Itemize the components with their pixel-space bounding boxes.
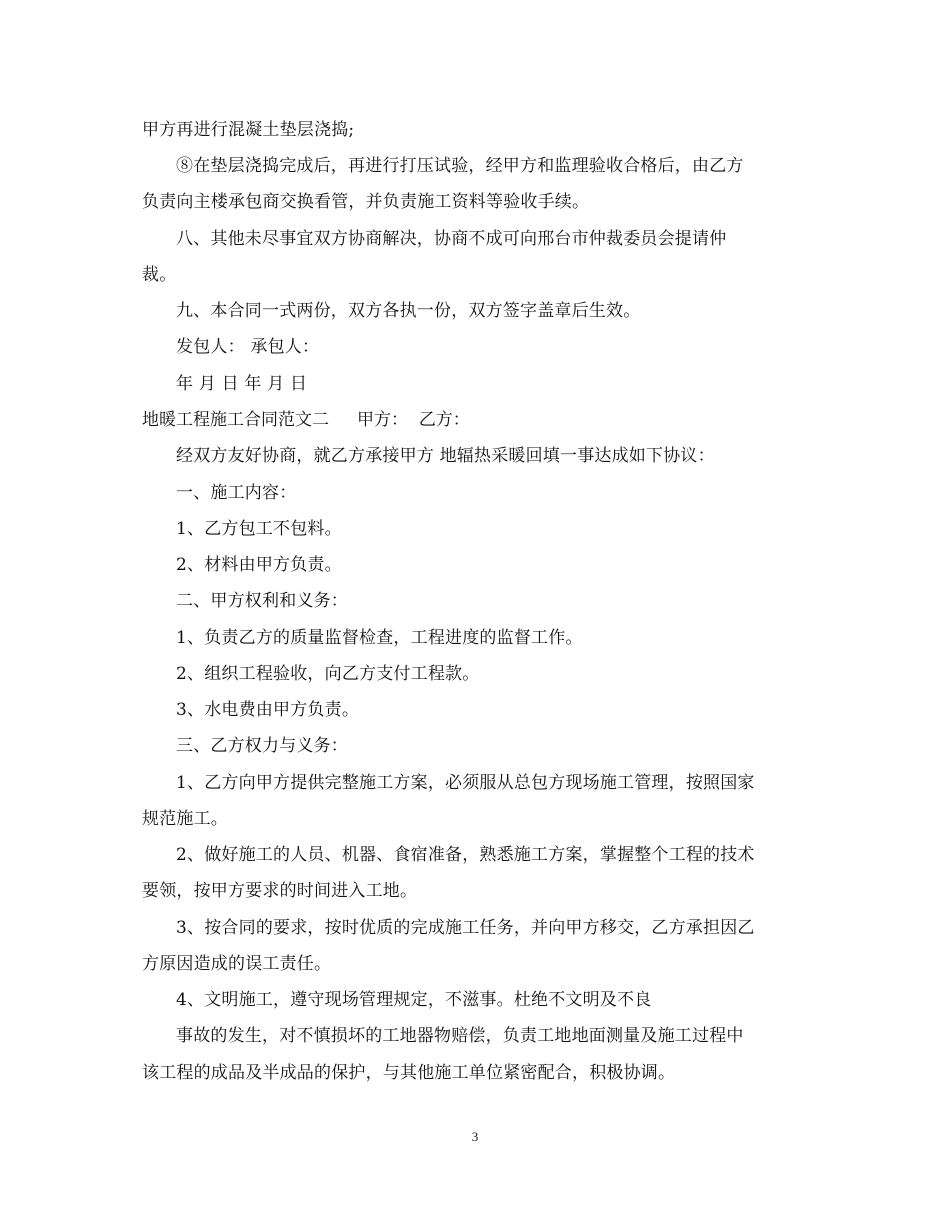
text-line: 3、水电费由甲方负责。: [176, 700, 360, 720]
contract-title-row: [142, 408, 470, 432]
signature-line: 发包人： 承包人：: [176, 337, 320, 357]
section-heading: 二、甲方权利和义务：: [176, 591, 348, 611]
page-number: 3: [471, 1129, 479, 1144]
text-line: 九、本合同一式两份，双方各执一份，双方签字盖章后生效。: [176, 301, 641, 321]
text-line: 经双方友好协商，就乙方承接甲方 地辐热采暖回填一事达成如下协议：: [176, 446, 715, 466]
section-heading: 三、乙方权力与义务：: [176, 736, 348, 756]
text-line: 八、其他未尽事宜双方协商解决，协商不成可向邢台市仲裁委员会提请仲: [176, 229, 727, 249]
text-line: 方原因造成的误工责任。: [142, 954, 332, 974]
text-line: ⑧在垫层浇捣完成后，再进行打压试验，经甲方和监理验收合格后，由乙方: [176, 156, 744, 176]
text-line: 2、做好施工的人员、机器、食宿准备，熟悉施工方案，掌握整个工程的技术: [176, 845, 755, 865]
text-line: 裁。: [142, 265, 177, 285]
text-line: 事故的发生，对不慎损坏的工地器物赔偿，负责工地地面测量及施工过程中: [176, 1026, 744, 1046]
text-line: 规范施工。: [142, 809, 228, 829]
text-line: 该工程的成品及半成品的保护，与其他施工单位紧密配合，积极协调。: [142, 1063, 676, 1083]
text-line: 1、乙方包工不包料。: [176, 519, 342, 539]
text-line: 1、负责乙方的质量监督检查，工程进度的监督工作。: [176, 628, 583, 648]
text-line: 3、按合同的要求，按时优质的完成施工任务，并向甲方移交，乙方承担因乙: [176, 918, 755, 938]
party-b-label: 乙方：: [418, 410, 470, 430]
contract-title: 地暖工程施工合同范文二: [142, 410, 329, 430]
text-line: 要领，按甲方要求的时间进入工地。: [142, 881, 418, 901]
text-line: 2、材料由甲方负责。: [176, 555, 342, 575]
text-line: 4、文明施工，遵守现场管理规定，不滋事。杜绝不文明及不良: [176, 990, 652, 1010]
date-line: 年 月 日 年 月 日: [176, 374, 308, 394]
text-line: 2、组织工程验收，向乙方支付工程款。: [176, 664, 480, 684]
text-line: 1、乙方向甲方提供完整施工方案，必须服从总包方现场施工管理，按照国家: [176, 773, 755, 793]
section-heading: 一、施工内容：: [176, 483, 297, 503]
party-a-label: 甲方：: [357, 410, 408, 430]
text-line: 甲方再进行混凝土垫层浇捣;: [142, 120, 355, 140]
text-line: 负责向主楼承包商交换看管，并负责施工资料等验收手续。: [142, 192, 590, 212]
